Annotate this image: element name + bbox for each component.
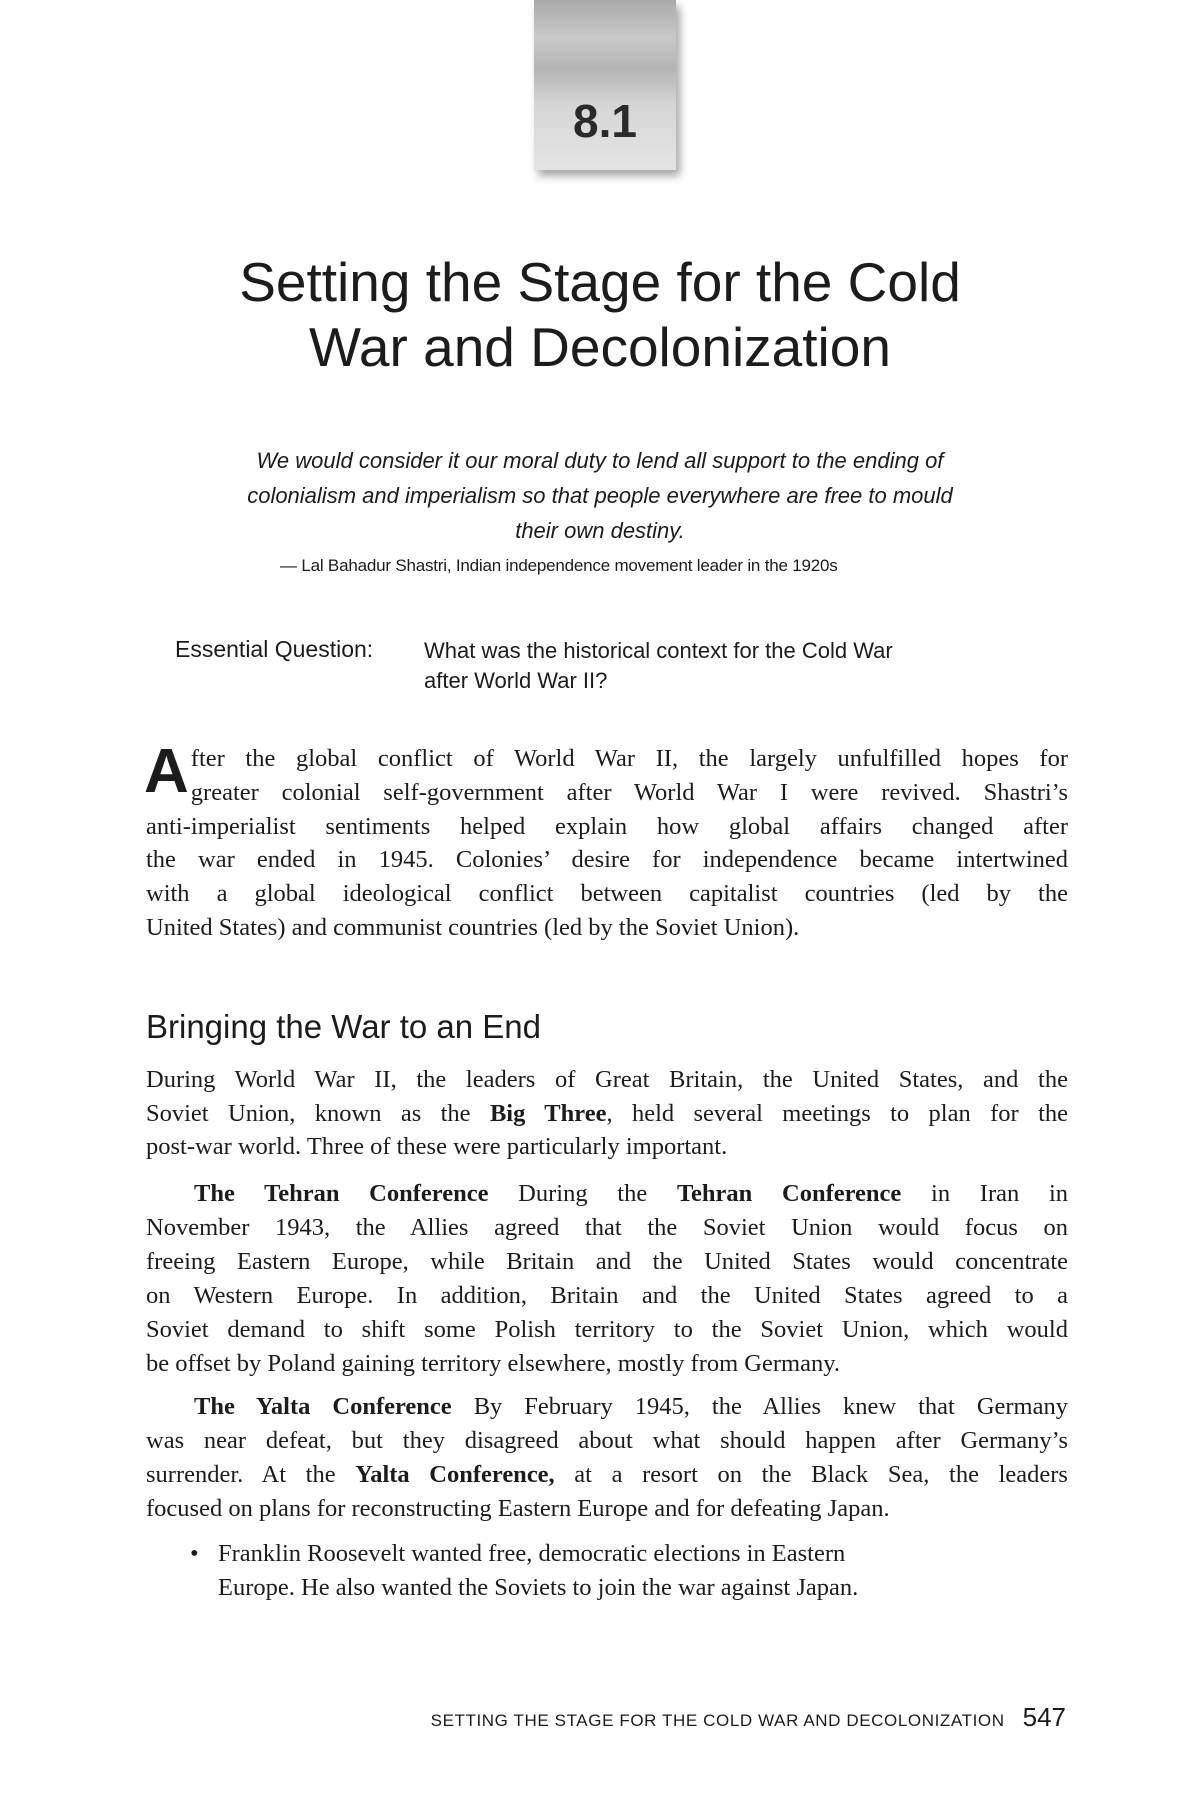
text-run: at a resort on the Black Sea, the leaders [554, 1461, 1068, 1488]
text-run: By February 1945, the Allies knew that Germany [451, 1393, 1068, 1420]
section-number: 8.1 [573, 95, 637, 147]
paragraph-line: was near defeat, but they disagreed about what should happen after Germany’s [146, 1427, 1068, 1454]
paragraph-line: post-war world. Three of these were particularly important. [146, 1133, 728, 1160]
intro-line: United States) and communist countries (led by the Soviet Union). [146, 913, 800, 941]
intro-line: anti-imperialist sentiments helped explain how global affairs changed after [146, 812, 1068, 840]
tehran-paragraph [146, 1177, 1068, 1381]
bullet-line: Franklin Roosevelt wanted free, democratic elections in Eastern [218, 1540, 846, 1567]
section-number-tab [534, 0, 676, 170]
intro-paragraph [144, 737, 1068, 945]
bullet-line: Europe. He also wanted the Soviets to join the war against Japan. [218, 1574, 859, 1601]
epigraph-line: their own destiny. [515, 518, 685, 543]
text-run: During the [488, 1180, 677, 1207]
paragraph-line: focused on plans for reconstructing Eastern Europe and for defeating Japan. [146, 1495, 890, 1522]
epigraph-quote [180, 443, 1020, 548]
intro-line: with a global ideological conflict between capitalist countries (led by the [146, 880, 1068, 908]
run-in-heading-tehran: The Tehran Conference [194, 1180, 489, 1207]
bullet-item [190, 1537, 859, 1605]
essential-question-line: What was the historical context for the Cold War [424, 638, 893, 663]
key-term-big-three: Big Three [489, 1099, 607, 1127]
yalta-paragraph [146, 1390, 1068, 1526]
epigraph-line: We would consider it our moral duty to lend all support to the ending of [256, 448, 944, 473]
paragraph-line: be offset by Poland gaining territory elsewhere, mostly from Germany. [146, 1350, 840, 1377]
epigraph-attribution: — Lal Bahadur Shastri, Indian independence movement leader in the 1920s [280, 556, 838, 575]
paragraph-line [146, 1097, 1068, 1131]
drop-cap: A [144, 737, 189, 806]
big-three-paragraph [146, 1063, 1068, 1164]
paragraph-line [146, 1390, 1068, 1424]
text-run: surrender. At the [146, 1461, 356, 1488]
key-term-yalta-conference: Yalta Conference, [355, 1461, 555, 1488]
running-title: SETTING THE STAGE FOR THE COLD WAR AND DECOLONIZATION [430, 1711, 1005, 1730]
text-run: in Iran in [901, 1180, 1068, 1207]
paragraph-line: freeing Eastern Europe, while Britain and the United States would concentrate [146, 1248, 1068, 1275]
page-number: 547 [1022, 1702, 1066, 1732]
text-run: Soviet Union, known as the [146, 1099, 490, 1127]
chapter-title [120, 250, 1080, 380]
intro-line: the war ended in 1945. Colonies’ desire for independence became intertwined [146, 846, 1068, 874]
intro-line: greater colonial self-government after World War I were revived. Shastri’s [190, 778, 1068, 806]
essential-question-line: after World War II? [424, 668, 608, 693]
bullet-marker: • [190, 1540, 199, 1567]
essential-question-label: Essential Question: [175, 636, 374, 662]
text-run: , held several meetings to plan for the [606, 1099, 1068, 1127]
intro-line: fter the global conflict of World War II, the largely unfulfilled hopes for [190, 745, 1068, 772]
page-footer [431, 1702, 1066, 1733]
section-heading: Bringing the War to an End [146, 1008, 542, 1045]
chapter-title-line-2: War and Decolonization [309, 315, 891, 378]
chapter-title-line-1: Setting the Stage for the Cold [239, 251, 961, 313]
epigraph-line: colonialism and imperialism so that people everywhere are free to mould [247, 483, 953, 508]
paragraph-line: November 1943, the Allies agreed that the Soviet Union would focus on [146, 1214, 1068, 1241]
paragraph-line: Soviet demand to shift some Polish territory to the Soviet Union, which would [146, 1316, 1068, 1343]
paragraph-line: During World War II, the leaders of Great Britain, the United States, and the [146, 1066, 1068, 1093]
key-term-tehran-conference: Tehran Conference [676, 1180, 902, 1207]
paragraph-line: on Western Europe. In addition, Britain and the United States agreed to a [146, 1282, 1068, 1309]
paragraph-line [146, 1458, 1068, 1492]
paragraph-line [146, 1177, 1068, 1211]
essential-question-text [424, 636, 1024, 696]
bullet-text [218, 1537, 858, 1605]
run-in-heading-yalta: The Yalta Conference [194, 1393, 452, 1420]
